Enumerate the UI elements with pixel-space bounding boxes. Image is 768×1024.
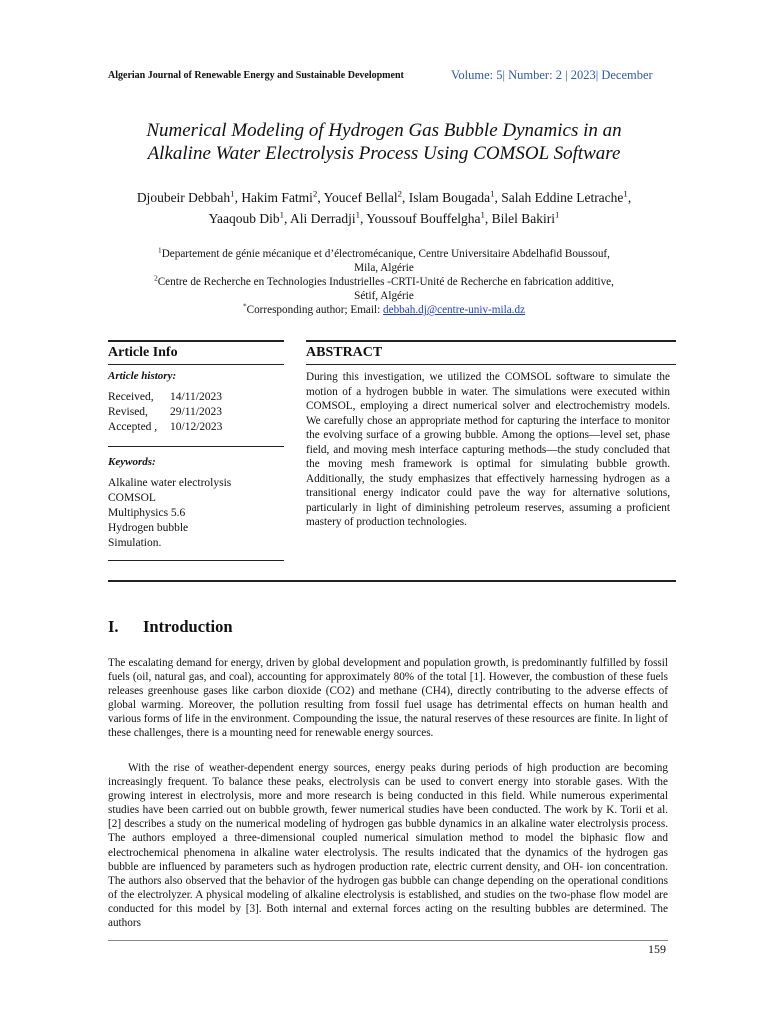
keyword: COMSOL xyxy=(108,492,156,504)
author: Islam Bougada xyxy=(408,190,491,205)
divider xyxy=(108,560,284,561)
affiliation-2: $^2$Centre de Recherche en Technologies Industrielles -CRTI-Unité de Recherche en fabrication additive, xyxy=(154,274,614,288)
author: Djoubeir Debbah xyxy=(136,190,231,205)
divider xyxy=(108,364,284,365)
article-history xyxy=(108,390,222,435)
corresponding-author: *Corresponding author; Email: debbah.dj@centre-univ-mila.dz xyxy=(242,302,526,316)
keywords xyxy=(108,476,231,551)
paragraph: The escalating demand for energy, driven by global development and population growth, is predominantly fulfilled by fossil fuels (oil, natural gas, and coal), accounting for approximately 80% of the total [1]. However, the combustion of these fuels releases greenhouse gases like carbon dioxide (CO2) and methane (CH4), directly contributing to the adverse effects of global warming. Moreover, the pollution resulting from fossil fuel usage has detrimental effects on human health and various forms of life in the environment. Compounding the issue, the natural reserves of these resources are finite. In light of these challenges, there is a mounting need for renewable energy sources. xyxy=(108,657,668,740)
paragraph: With the rise of weather-dependent energy sources, energy peaks during periods of high production are becoming increasingly frequent. To balance these peaks, electrolysis can be used to convert energy into storable gases. With the growing interest in electrolysis, more and more research is being conducted in this field. While numerous experimental studies have been carried out on bubble growth, fewer numerical studies have been conducted. The work by K. Torii et al. [2] describes a study on the numerical modeling of hydrogen gas bubble dynamics in an alkaline water electrolysis process. The authors employed a three-dimensional coupled numerical simulation method to model the biphasic flow and electrochemical phenomena in alkaline water electrolysis. The results indicated that the dynamics of the hydrogen gas bubble are influenced by parameters such as hydrogen production rate, electric current density, and OH- ion concentration. The authors also observed that the behavior of the hydrogen gas bubble can change depending on the operational conditions of the electrolyzer. A physical modeling of alkaline electrolysis is established, and studies on the two-phase flow model are conducted for this model by [3]. Both internal and external forces acting on the resulting bubbles are determined. The authors xyxy=(108,762,668,930)
volume-info: Volume: 5| Number: 2 | 2023| December xyxy=(451,68,653,82)
author: Youcef Bellal xyxy=(323,190,398,205)
keyword: Simulation. xyxy=(108,537,162,549)
history-row: Received, 14/11/2023 xyxy=(108,391,222,403)
section-heading xyxy=(108,617,233,637)
history-row: Revised, 29/11/2023 xyxy=(108,406,222,418)
title-line-2: Alkaline Water Electrolysis Process Using COMSOL Software xyxy=(147,143,621,164)
abstract-text: During this investigation, we utilized the COMSOL software to simulate the motion of a hydrogen bubble in water. The simulations were executed within COMSOL, employing a direct numerical solver and electrochemistry models. We carefully chose an appropriate method for capturing the interface to monitor the evolving surface of a growing bubble. Among the options—level set, phase field, and moving mesh interface capturing methods—the study concluded that the moving mesh framework is optimal for simulating bubble growth. Additionally, the study emphasizes that effectively harnessing hydrogen as a transitional energy indicator could pave the way for alternative solutions, particularly in light of diminishing petroleum reserves, assuming a proficient mastery of production technologies. xyxy=(306,371,670,528)
section-number: I. xyxy=(108,617,119,636)
author: Salah Eddine Letrache xyxy=(501,190,624,205)
email-link[interactable]: debbah.dj@centre-univ-mila.dz xyxy=(383,304,526,316)
section-title: Introduction xyxy=(143,617,233,636)
history-row: Accepted , 10/12/2023 xyxy=(108,421,223,433)
divider xyxy=(306,364,676,365)
page-number: 159 xyxy=(648,942,666,956)
journal-name: Algerian Journal of Renewable Energy and Sustainable Development xyxy=(108,70,404,81)
history-label: Article history: xyxy=(108,370,177,382)
paper-title xyxy=(80,119,688,165)
author: Hakim Fatmi xyxy=(241,190,313,205)
keyword: Alkaline water electrolysis xyxy=(108,477,232,489)
divider xyxy=(306,340,676,342)
divider xyxy=(108,340,284,342)
article-info-heading: Article Info xyxy=(108,345,178,360)
divider xyxy=(108,446,284,447)
author: Bilel Bakiri xyxy=(491,211,556,226)
author-list xyxy=(80,187,688,229)
footer-divider xyxy=(108,940,668,941)
affiliation-1: $^1$Departement de génie mécanique et d’électromécanique, Centre Universitaire Abdelhafid Boussouf, xyxy=(158,246,610,260)
author: Yaaqoub Dib xyxy=(208,211,280,226)
author: Ali Derradji xyxy=(290,211,356,226)
keyword: Multiphysics 5.6 xyxy=(108,507,186,519)
author-line-2: Yaaqoub Dib$^1$, Ali Derradji$^1$, Youssouf Bouffelgha$^1$, Bilel Bakiri$^1$ xyxy=(208,209,560,226)
keyword: Hydrogen bubble xyxy=(108,522,189,534)
author-line-1: Djoubeir Debbah$^1$, Hakim Fatmi$^2$, Youcef Bellal$^2$, Islam Bougada$^1$, Salah Eddine Letrache$^1$, xyxy=(136,188,632,205)
affiliations: $^1$Departement de génie mécanique et d’électromécanique, Centre Universitaire Abdelhafid Boussouf, Mila, Algérie $^2$Centre de Recherche en Technologies Industrielles -CRTI-Unité de Recherche en fabrication additive, Sétif, Algérie *Corresponding author; Email: debbah.dj@centre-univ-mila.dz xyxy=(80,247,688,317)
divider xyxy=(108,580,676,582)
author: Youssouf Bouffelgha xyxy=(366,211,481,226)
title-line-1: Numerical Modeling of Hydrogen Gas Bubble Dynamics in an xyxy=(146,120,622,141)
keywords-label: Keywords: xyxy=(108,456,156,468)
abstract-heading: ABSTRACT xyxy=(306,345,383,360)
